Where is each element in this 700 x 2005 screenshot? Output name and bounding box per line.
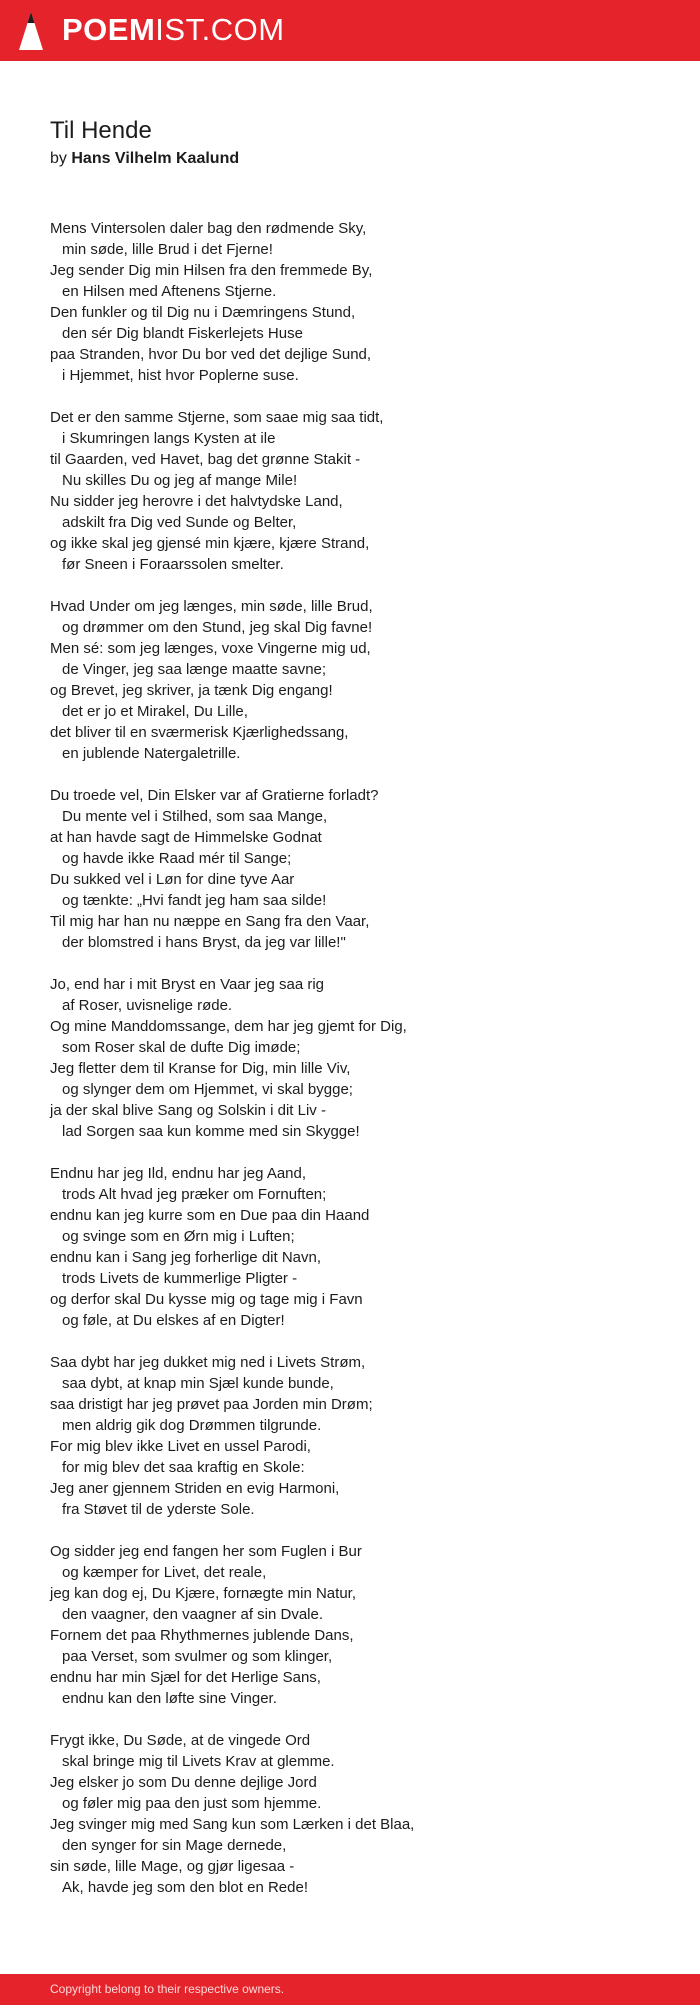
poem-stanza: [50, 1730, 670, 1898]
poem-line: der blomstred i hans Bryst, da jeg var lille!": [62, 934, 346, 951]
pencil-icon[interactable]: [18, 11, 44, 51]
poem-line: og derfor skal Du kysse mig og tage mig i Favn: [50, 1291, 363, 1308]
poem-line: Nu sidder jeg herovre i det halvtydske Land,: [50, 493, 343, 510]
poem-line: Mens Vintersolen daler bag den rødmende Sky,: [50, 220, 367, 237]
poem-stanza: [50, 785, 670, 953]
poem-author[interactable]: Hans Vilhelm Kaalund: [71, 150, 240, 167]
poem-line: til Gaarden, ved Havet, bag det grønne Stakit -: [50, 451, 361, 468]
poem-line: Jo, end har i mit Bryst en Vaar jeg saa rig: [50, 976, 325, 993]
poem-line: Jeg sender Dig min Hilsen fra den fremmede By,: [50, 262, 373, 279]
poem-line: Du troede vel, Din Elsker var af Gratierne forladt?: [50, 787, 379, 804]
poem-line: Det er den samme Stjerne, som saae mig saa tidt,: [50, 409, 384, 426]
poem-line: som Roser skal de dufte Dig imøde;: [62, 1039, 301, 1056]
poem-stanza: [50, 596, 670, 764]
poem-stanza: [50, 1352, 670, 1520]
poem-line: og havde ikke Raad mér til Sange;: [62, 850, 292, 867]
poem-line: Den funkler og til Dig nu i Dæmringens Stund,: [50, 304, 356, 321]
poem-line: Ak, havde jeg som den blot en Rede!: [62, 1879, 308, 1896]
poem-line: jeg kan dog ej, Du Kjære, fornægte min Natur,: [50, 1585, 356, 1602]
poem-line: trods Alt hvad jeg præker om Fornuften;: [62, 1186, 327, 1203]
poem-line: af Roser, uvisnelige røde.: [62, 997, 233, 1014]
poem-line: endnu har min Sjæl for det Herlige Sans,: [50, 1669, 321, 1686]
poem-line: fra Støvet til de yderste Sole.: [62, 1501, 255, 1518]
poem-line: paa Verset, som svulmer og som klinger,: [62, 1648, 333, 1665]
poem-line: endnu kan den løfte sine Vinger.: [62, 1690, 277, 1707]
poem-line: den synger for sin Mage dernede,: [62, 1837, 287, 1854]
poem-line: at han havde sagt de Himmelske Godnat: [50, 829, 322, 846]
poem-stanza: [50, 1541, 670, 1709]
poem-stanza: [50, 218, 670, 386]
poem-line: Jeg elsker jo som Du denne dejlige Jord: [50, 1774, 317, 1791]
poem-stanza: [50, 974, 670, 1142]
poem-line: og svinge som en Ørn mig i Luften;: [62, 1228, 295, 1245]
poem-title: Til Hende: [50, 117, 152, 144]
poem-line: saa dristigt har jeg prøvet paa Jorden min Drøm;: [50, 1396, 373, 1413]
poem-line: min søde, lille Brud i det Fjerne!: [62, 241, 273, 258]
poem-line: Hvad Under om jeg længes, min søde, lille Brud,: [50, 598, 373, 615]
poem-line: Nu skilles Du og jeg af mange Mile!: [62, 472, 298, 489]
poem-line: Fornem det paa Rhythmernes jublende Dans,: [50, 1627, 354, 1644]
poem-line: Saa dybt har jeg dukket mig ned i Livets Strøm,: [50, 1354, 366, 1371]
poem-line: og ikke skal jeg gjensé min kjære, kjære Strand,: [50, 535, 370, 552]
poem-line: før Sneen i Foraarssolen smelter.: [62, 556, 284, 573]
poem-line: Jeg aner gjennem Striden en evig Harmoni,: [50, 1480, 340, 1497]
poem-line: Du mente vel i Stilhed, som saa Mange,: [62, 808, 328, 825]
poem-line: men aldrig gik dog Drømmen tilgrunde.: [62, 1417, 322, 1434]
poem-line: for mig blev det saa kraftig en Skole:: [62, 1459, 305, 1476]
poem-line: og slynger dem om Hjemmet, vi skal bygge;: [62, 1081, 353, 1098]
poem-line: For mig blev ikke Livet en ussel Parodi,: [50, 1438, 311, 1455]
poem-line: det er jo et Mirakel, Du Lille,: [62, 703, 248, 720]
poem-line: adskilt fra Dig ved Sunde og Belter,: [62, 514, 297, 531]
poem-line: saa dybt, at knap min Sjæl kunde bunde,: [62, 1375, 334, 1392]
poem-line: sin søde, lille Mage, og gjør ligesaa -: [50, 1858, 295, 1875]
poem-line: de Vinger, jeg saa længe maatte savne;: [62, 661, 327, 678]
poem-line: Og sidder jeg end fangen her som Fuglen i Bur: [50, 1543, 362, 1560]
poem-line: trods Livets de kummerlige Pligter -: [62, 1270, 298, 1287]
poem-line: en Hilsen med Aftenens Stjerne.: [62, 283, 277, 300]
poem-line: lad Sorgen saa kun komme med sin Skygge!: [62, 1123, 360, 1140]
poem-line: Endnu har jeg Ild, endnu har jeg Aand,: [50, 1165, 307, 1182]
poem-stanza: [50, 1163, 670, 1331]
poem-line: skal bringe mig til Livets Krav at glemme.: [62, 1753, 335, 1770]
site-logo[interactable]: [62, 10, 285, 50]
poem-line: og tænkte: „Hvi fandt jeg ham saa silde!: [62, 892, 327, 909]
poem-line: endnu kan i Sang jeg forherlige dit Navn,: [50, 1249, 322, 1266]
poem-line: Til mig har han nu næppe en Sang fra den Vaar,: [50, 913, 370, 930]
poem-line: og Brevet, jeg skriver, ja tænk Dig engang!: [50, 682, 333, 699]
poem-line: Frygt ikke, Du Søde, at de vingede Ord: [50, 1732, 311, 1749]
poem-line: i Hjemmet, hist hvor Poplerne suse.: [62, 367, 299, 384]
site-footer: [0, 1974, 700, 2005]
poem-line: Du sukked vel i Løn for dine tyve Aar: [50, 871, 295, 888]
byline-prefix: by: [50, 150, 67, 167]
poem-byline: [50, 148, 239, 170]
site-header: [0, 0, 700, 61]
poem-line: den sér Dig blandt Fiskerlejets Huse: [62, 325, 303, 342]
poem-line: en jublende Natergaletrille.: [62, 745, 241, 762]
poem-line: og drømmer om den Stund, jeg skal Dig favne!: [62, 619, 373, 636]
poem-line: den vaagner, den vaagner af sin Dvale.: [62, 1606, 324, 1623]
logo-light-text: IST.COM: [155, 12, 285, 47]
poem-line: det bliver til en sværmerisk Kjærlighedssang,: [50, 724, 349, 741]
poem-line: Og mine Manddomssange, dem har jeg gjemt for Dig,: [50, 1018, 407, 1035]
poem-line: i Skumringen langs Kysten at ile: [62, 430, 276, 447]
poem-line: Men sé: som jeg længes, voxe Vingerne mig ud,: [50, 640, 371, 657]
poem-line: Jeg fletter dem til Kranse for Dig, min lille Viv,: [50, 1060, 351, 1077]
poem-line: endnu kan jeg kurre som en Due paa din Haand: [50, 1207, 370, 1224]
poem-line: og føler mig paa den just som hjemme.: [62, 1795, 322, 1812]
poem-body: [50, 218, 670, 1919]
poem-line: paa Stranden, hvor Du bor ved det dejlige Sund,: [50, 346, 372, 363]
poem-line: og kæmper for Livet, det reale,: [62, 1564, 267, 1581]
poem-line: Jeg svinger mig med Sang kun som Lærken i det Blaa,: [50, 1816, 415, 1833]
poem-line: og føle, at Du elskes af en Digter!: [62, 1312, 285, 1329]
poem-line: ja der skal blive Sang og Solskin i dit Liv -: [50, 1102, 326, 1119]
poem-stanza: [50, 407, 670, 575]
footer-copyright: Copyright belong to their respective owners.: [50, 1982, 285, 1996]
logo-bold-text: POEM: [62, 12, 156, 47]
